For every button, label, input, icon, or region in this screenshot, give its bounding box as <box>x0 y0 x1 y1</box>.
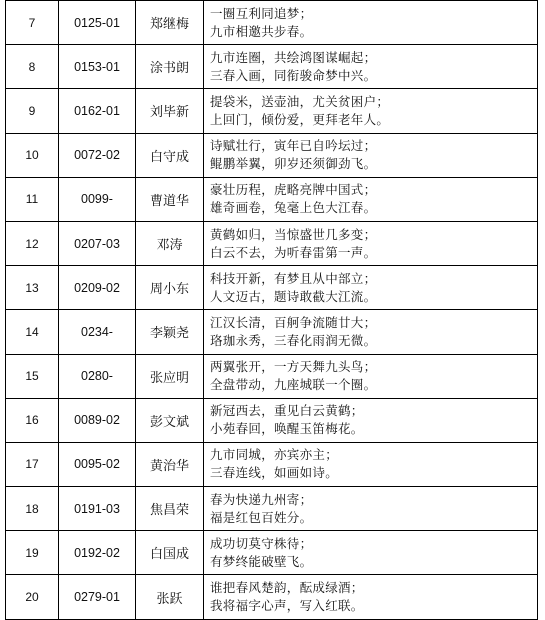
row-number: 17 <box>6 442 59 486</box>
entry-code: 0095-02 <box>59 442 136 486</box>
entry-code: 0234- <box>59 310 136 354</box>
author-name: 邓涛 <box>136 221 204 265</box>
couplet-text <box>204 442 538 486</box>
table-row <box>6 354 538 398</box>
couplet-line-2: 九市相邀共步春。 <box>210 23 313 39</box>
row-number: 10 <box>6 133 59 177</box>
table-row <box>6 487 538 531</box>
author-name: 刘毕新 <box>136 89 204 133</box>
author-name: 涂书朗 <box>136 45 204 89</box>
couplet-text <box>204 133 538 177</box>
table-row <box>6 221 538 265</box>
row-number: 14 <box>6 310 59 354</box>
entry-code: 0089-02 <box>59 398 136 442</box>
entry-code: 0207-03 <box>59 221 136 265</box>
entry-code: 0279-01 <box>59 575 136 619</box>
table-row <box>6 1 538 45</box>
couplet-line-1: 谁把春风楚韵，酝成绿酒； <box>210 580 364 596</box>
couplet-text <box>204 221 538 265</box>
table-row <box>6 45 538 89</box>
table-row <box>6 177 538 221</box>
table-row <box>6 575 538 619</box>
couplet-line-1: 科技开新，有梦且从中部立； <box>210 270 377 286</box>
entry-code: 0192-02 <box>59 531 136 575</box>
couplet-text <box>204 398 538 442</box>
couplet-text <box>204 531 538 575</box>
couplet-line-1: 春为快递九州寄； <box>210 491 313 507</box>
row-number: 9 <box>6 89 59 133</box>
couplet-line-1: 九市同城，亦宾亦主； <box>210 447 339 463</box>
entry-code: 0209-02 <box>59 266 136 310</box>
couplet-line-2: 人文迈古，题诗敢截大江流。 <box>210 288 377 304</box>
table-row <box>6 531 538 575</box>
couplet-line-2: 有梦终能破壁飞。 <box>210 553 313 569</box>
couplet-text <box>204 45 538 89</box>
table-row <box>6 442 538 486</box>
couplet-line-1: 两翼张开，一方天舞九头鸟； <box>210 359 377 375</box>
author-name: 周小东 <box>136 266 204 310</box>
row-number: 18 <box>6 487 59 531</box>
couplet-line-2: 三春入画，同衔骏命梦中兴。 <box>210 67 377 83</box>
couplet-line-1: 诗赋壮行，寅年已自吟坛过； <box>210 138 377 154</box>
couplet-text <box>204 89 538 133</box>
row-number: 11 <box>6 177 59 221</box>
couplet-text <box>204 354 538 398</box>
couplet-text <box>204 310 538 354</box>
row-number: 13 <box>6 266 59 310</box>
couplet-line-1: 新冠西去，重见白云黄鹤； <box>210 403 364 419</box>
couplet-line-2: 福是红包百姓分。 <box>210 509 313 525</box>
table-row <box>6 89 538 133</box>
author-name: 张应明 <box>136 354 204 398</box>
entry-code: 0162-01 <box>59 89 136 133</box>
couplet-text <box>204 1 538 45</box>
couplet-line-2: 小苑春回，唤醒玉笛梅花。 <box>210 421 364 437</box>
couplet-line-2: 白云不去，为听春雷第一声。 <box>210 244 377 260</box>
row-number: 7 <box>6 1 59 45</box>
couplet-line-2: 全盘带动，九座城联一个圈。 <box>210 377 377 393</box>
couplet-line-2: 上回门，倾份爱，更拜老年人。 <box>210 111 390 127</box>
row-number: 15 <box>6 354 59 398</box>
couplet-line-2: 雄奇画卷，兔毫上色大江春。 <box>210 200 377 216</box>
couplet-text <box>204 487 538 531</box>
couplet-line-2: 珞珈永秀，三春化雨润无微。 <box>210 332 377 348</box>
entry-code: 0153-01 <box>59 45 136 89</box>
table-row <box>6 398 538 442</box>
author-name: 白守成 <box>136 133 204 177</box>
couplet-text <box>204 575 538 619</box>
couplet-line-1: 成功切莫守株待； <box>210 535 313 551</box>
couplet-line-1: 江汉长清，百舸争流随廿大； <box>210 314 377 330</box>
author-name: 黄治华 <box>136 442 204 486</box>
author-name: 白国成 <box>136 531 204 575</box>
entry-code: 0099- <box>59 177 136 221</box>
couplet-line-1: 豪壮历程，虎略亮牌中国式； <box>210 182 377 198</box>
table-row <box>6 133 538 177</box>
couplet-line-2: 三春连线，如画如诗。 <box>210 465 339 481</box>
row-number: 19 <box>6 531 59 575</box>
couplet-line-2: 鲲鹏举翼，卯岁还须御劲飞。 <box>210 156 377 172</box>
row-number: 20 <box>6 575 59 619</box>
entry-code: 0072-02 <box>59 133 136 177</box>
couplet-line-2: 我将福字心声，写入红联。 <box>210 598 364 614</box>
entry-code: 0280- <box>59 354 136 398</box>
table-row <box>6 266 538 310</box>
entry-code: 0125-01 <box>59 1 136 45</box>
couplet-line-1: 黄鹤如归，当惊盛世几多变； <box>210 226 377 242</box>
author-name: 张跃 <box>136 575 204 619</box>
row-number: 8 <box>6 45 59 89</box>
couplet-table <box>5 0 538 620</box>
table-row <box>6 310 538 354</box>
couplet-line-1: 九市连圈，共绘鸿图谋崛起； <box>210 49 377 65</box>
author-name: 焦昌荣 <box>136 487 204 531</box>
couplet-line-1: 提袋米，送壶油，尤关贫困户； <box>210 93 390 109</box>
author-name: 郑继梅 <box>136 1 204 45</box>
author-name: 曹道华 <box>136 177 204 221</box>
author-name: 彭文斌 <box>136 398 204 442</box>
couplet-text <box>204 266 538 310</box>
row-number: 12 <box>6 221 59 265</box>
couplet-text <box>204 177 538 221</box>
couplet-line-1: 一圈互利同追梦； <box>210 5 313 21</box>
author-name: 李颖尧 <box>136 310 204 354</box>
entry-code: 0191-03 <box>59 487 136 531</box>
row-number: 16 <box>6 398 59 442</box>
